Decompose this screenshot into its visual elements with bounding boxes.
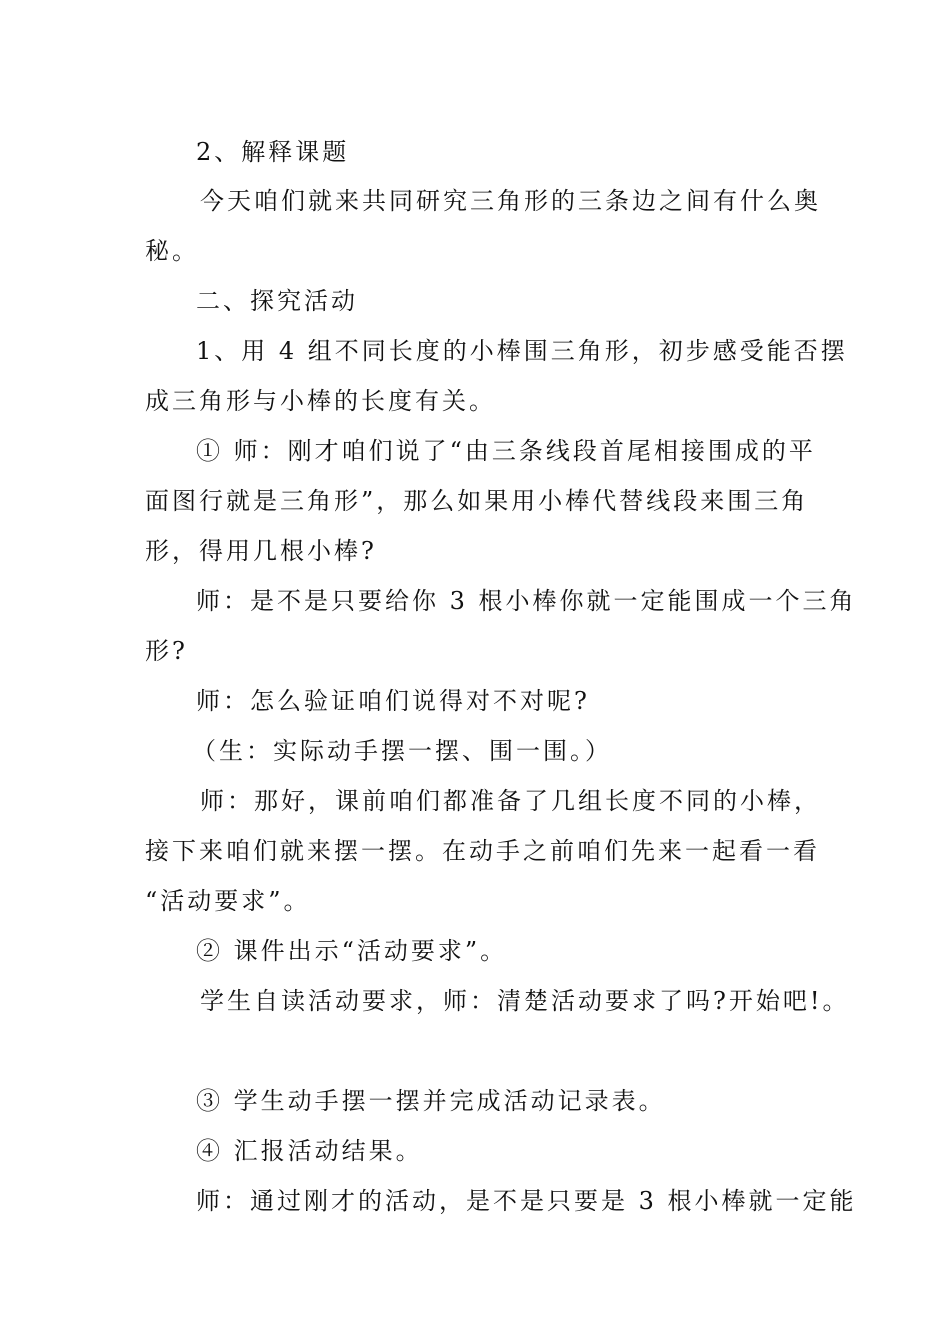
text-line: ① 师：刚才咱们说了“由三条线段首尾相接围成的平 — [196, 437, 816, 465]
text-line: ② 课件出示“活动要求”。 — [196, 937, 508, 965]
text-line: 成三角形与小棒的长度有关。 — [145, 387, 496, 415]
text-line: 秘。 — [145, 237, 199, 265]
text-line: 面图行就是三角形”，那么如果用小棒代替线段来围三角 — [145, 487, 809, 515]
text-line: 2、解释课题 — [196, 138, 350, 166]
text-line: 形? — [145, 637, 188, 665]
text-line: 师：是不是只要给你 3 根小棒你就一定能围成一个三角 — [196, 587, 857, 615]
text-line: 师：通过刚才的活动，是不是只要是 3 根小棒就一定能 — [196, 1187, 857, 1215]
text-line: 接下来咱们就来摆一摆。在动手之前咱们先来一起看一看 — [145, 837, 820, 865]
text-line: 今天咱们就来共同研究三角形的三条边之间有什么奥 — [200, 187, 821, 215]
text-line: ③ 学生动手摆一摆并完成活动记录表。 — [196, 1087, 666, 1115]
text-line: 1、用 4 组不同长度的小棒围三角形，初步感受能否摆 — [196, 337, 848, 365]
text-line: 师：怎么验证咱们说得对不对呢? — [196, 687, 590, 715]
text-line: “活动要求”。 — [145, 887, 311, 915]
text-line: 二、探究活动 — [196, 287, 358, 315]
text-line: ④ 汇报活动结果。 — [196, 1137, 423, 1165]
text-line: 师：那好，课前咱们都准备了几组长度不同的小棒， — [200, 787, 821, 815]
text-line: 形，得用几根小棒? — [145, 537, 377, 565]
text-line: （生：实际动手摆一摆、围一围。） — [192, 737, 612, 765]
text-line: 学生自读活动要求，师：清楚活动要求了吗?开始吧!。 — [200, 987, 850, 1015]
